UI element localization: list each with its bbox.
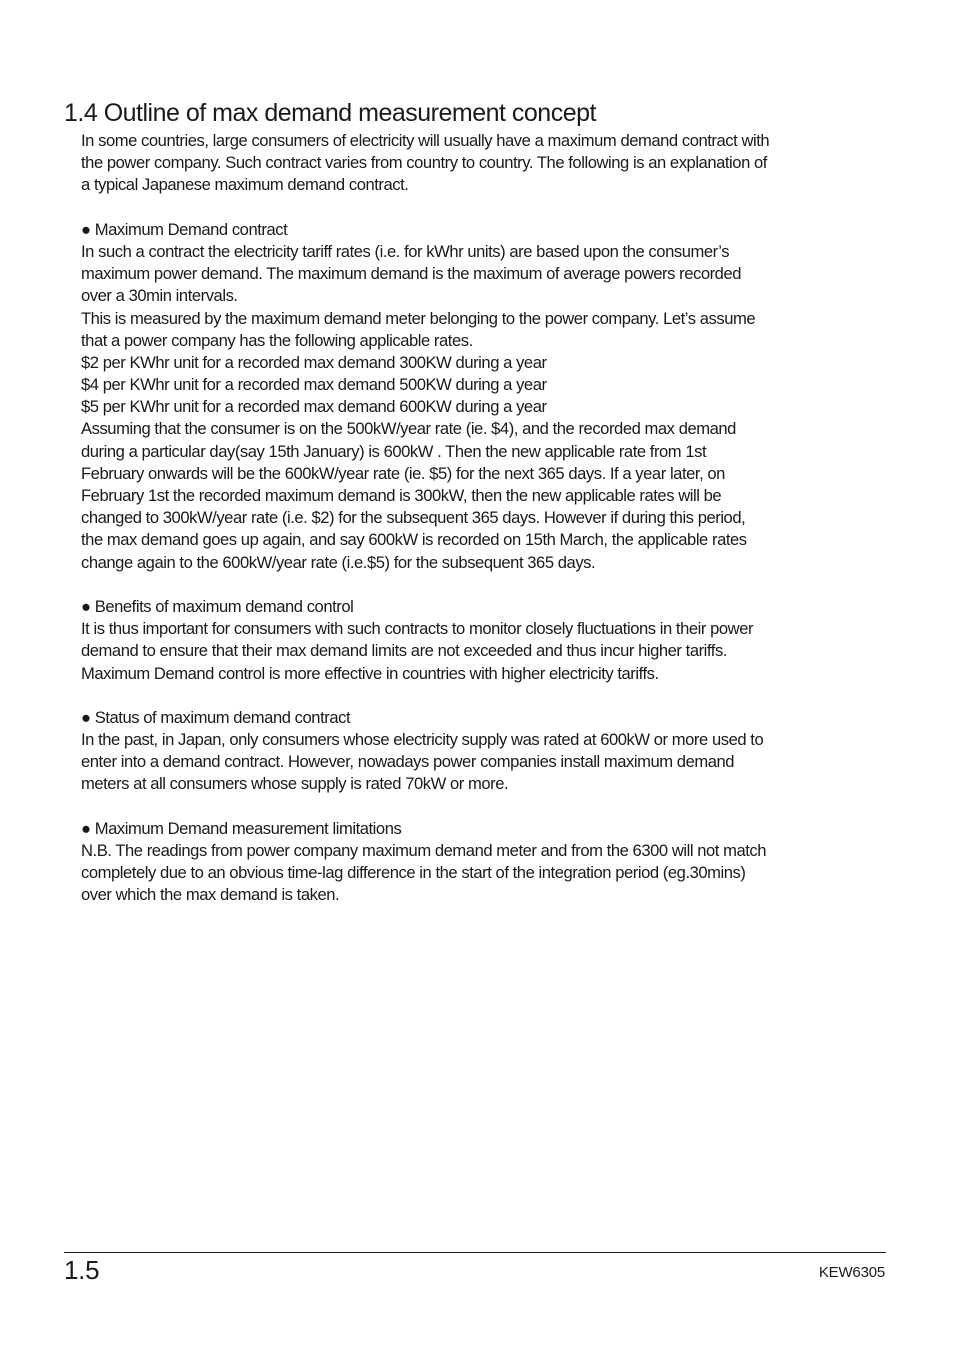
- text-line: It is thus important for consumers with such contracts to monitor closely fluctuations in their power: [81, 619, 754, 639]
- paragraph-gap: [81, 685, 821, 707]
- model-label: KEW6305: [818, 1264, 885, 1281]
- text-line: completely due to an obvious time-lag difference in the start of the integration period (eg.30mins): [81, 863, 746, 883]
- rate-line: $4 per KWhr unit for a recorded max demand 500KW during a year: [81, 375, 547, 395]
- text-line: changed to 300kW/year rate (i.e. $2) for the subsequent 365 days. However if during this period,: [81, 508, 746, 528]
- text-line: February onwards will be the 600kW/year rate (ie. $5) for the next 365 days. If a year later, on: [81, 463, 725, 483]
- bullet-heading: ● Maximum Demand measurement limitations: [81, 818, 402, 838]
- text-line: change again to the 600kW/year rate (i.e.$5) for the subsequent 365 days.: [81, 552, 596, 572]
- text-line: the max demand goes up again, and say 600kW is recorded on 15th March, the applicable rates: [81, 530, 747, 550]
- text-line: enter into a demand contract. However, nowadays power companies install maximum demand: [81, 752, 735, 772]
- text-line: Assuming that the consumer is on the 500kW/year rate (ie. $4), and the recorded max demand: [81, 419, 736, 439]
- page-number: 1.5: [64, 1255, 100, 1285]
- paragraph-gap: [81, 197, 821, 219]
- block-limitations: [81, 818, 821, 907]
- paragraph-gap: [81, 574, 821, 596]
- paragraph-gap: [81, 796, 821, 818]
- intro-paragraph: [81, 130, 821, 197]
- text-line: In such a contract the electricity tariff rates (i.e. for kWhr units) are based upon the consumer’s: [81, 241, 730, 261]
- block-status: [81, 707, 821, 796]
- block-max-demand-contract: [81, 219, 821, 574]
- rate-line: $5 per KWhr unit for a recorded max demand 600KW during a year: [81, 397, 547, 417]
- text-line: the power company. Such contract varies from country to country. The following is an explanation of: [81, 153, 767, 173]
- text-line: meters at all consumers whose supply is rated 70kW or more.: [81, 774, 509, 794]
- text-line: In some countries, large consumers of electricity will usually have a maximum demand contract with: [81, 131, 770, 150]
- text-line: during a particular day(say 15th January) is 600kW . Then the new applicable rate from 1st: [81, 441, 707, 461]
- block-benefits: [81, 596, 821, 685]
- text-line: over a 30min intervals.: [81, 286, 238, 306]
- text-line: This is measured by the maximum demand meter belonging to the power company. Let’s assume: [81, 308, 756, 328]
- text-line: Maximum Demand control is more effective in countries with higher electricity tariffs.: [81, 663, 659, 683]
- rate-line: $2 per KWhr unit for a recorded max demand 300KW during a year: [81, 352, 547, 372]
- text-line: N.B. The readings from power company maximum demand meter and from the 6300 will not match: [81, 841, 767, 860]
- text-line: over which the max demand is taken.: [81, 885, 340, 905]
- section-body: [81, 130, 821, 907]
- section-heading: 1.4 Outline of max demand measurement concept: [64, 99, 596, 127]
- bullet-heading: ● Benefits of maximum demand control: [81, 596, 354, 616]
- bullet-heading: ● Status of maximum demand contract: [81, 707, 351, 727]
- text-line: In the past, in Japan, only consumers whose electricity supply was rated at 600kW or more used to: [81, 730, 764, 750]
- text-line: demand to ensure that their max demand limits are not exceeded and thus incur higher tariffs.: [81, 641, 727, 661]
- footer-divider: [64, 1252, 886, 1253]
- text-line: maximum power demand. The maximum demand is the maximum of average powers recorded: [81, 264, 742, 284]
- text-line: that a power company has the following applicable rates.: [81, 330, 473, 350]
- text-line: a typical Japanese maximum demand contract.: [81, 175, 409, 195]
- bullet-heading: ● Maximum Demand contract: [81, 219, 288, 239]
- text-line: February 1st the recorded maximum demand is 300kW, then the new applicable rates will be: [81, 486, 722, 505]
